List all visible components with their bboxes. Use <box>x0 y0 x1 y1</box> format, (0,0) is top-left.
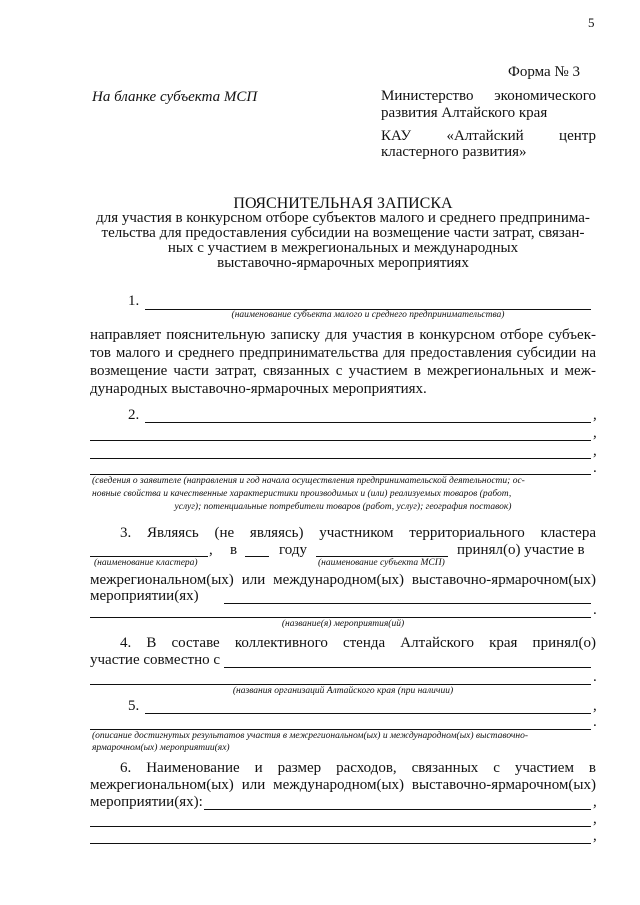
item3-godu: году <box>279 542 307 558</box>
subtitle-line-4: выставочно-ярмарочных мероприятиях <box>217 255 469 271</box>
blank-note: На бланке субъекта МСП <box>92 89 258 105</box>
item6-input-line-1 <box>204 809 591 810</box>
item2-caption-line-2: новные свойства и качественные характеристики производимых и (или) реализуемых товаров (работ, <box>92 489 512 499</box>
item3-cluster-line <box>90 556 208 557</box>
item3-caption-event: (название(я) мероприятия(ий) <box>281 619 405 629</box>
item3-subject-line <box>316 556 448 557</box>
item2-input-line-1 <box>145 422 591 423</box>
item3-v: в <box>230 542 238 558</box>
item6-comma-3: , <box>593 828 597 844</box>
subtitle-line-1: для участия в конкурсном отборе субъектов малого и среднего предпринима- <box>96 210 590 226</box>
item2-number: 2. <box>128 407 140 423</box>
item2-caption-line-3: услуг); потенциальные потребители товаров (работ, услуг); география поставок) <box>174 502 512 512</box>
item3-caption-subject: (наименование субъекта МСП) <box>318 558 445 568</box>
item5-input-line-1 <box>145 713 591 714</box>
item2-caption-line-1: (сведения о заявителе (направления и год начала осуществления предпринимательской деятельности; ос- <box>92 476 525 486</box>
item1-text-line-1: направляет пояснительную записку для участия в конкурсном отборе субъек- <box>90 327 596 343</box>
item3-line-4: мероприятии(ях) <box>90 588 199 604</box>
item6-line-2: межрегиональном(ых) или международном(ых) выставочно-ярмарочном(ых) <box>90 777 596 793</box>
item4-line-2: участие совместно с <box>90 652 221 668</box>
addressee-ministry-line2: развития Алтайского края <box>381 105 548 121</box>
item5-number: 5. <box>128 698 140 714</box>
item1-text-line-2: тов малого и среднего предпринимательства для предоставления субсидии на <box>90 345 596 361</box>
item4-caption: (названия организаций Алтайского края (при наличии) <box>232 686 454 696</box>
item5-input-line-2 <box>90 729 591 730</box>
item2-input-line-3 <box>90 458 591 459</box>
item1-number: 1. <box>128 293 140 309</box>
item4-line-1: 4. В составе коллективного стенда Алтайского края принял(о) <box>120 635 596 651</box>
item3-event-line-1 <box>224 603 591 604</box>
document-title: ПОЯСНИТЕЛЬНАЯ ЗАПИСКА <box>233 195 453 212</box>
subtitle-line-2: тельства для предоставления субсидии на возмещение части затрат, связан- <box>101 225 585 241</box>
item2-input-line-4 <box>90 474 591 475</box>
item4-period: . <box>593 669 597 685</box>
item5-caption-line-1: (описание достигнутых результатов участия в межрегиональном(ых) и международном(ых) выставочно- <box>92 731 529 741</box>
item4-orgs-line-1 <box>224 667 591 668</box>
item3-year-line <box>245 556 269 557</box>
item5-caption-line-2: ярмарочном(ых) мероприятии(ях) <box>92 743 230 753</box>
addressee-kau-line1: КАУ «Алтайский центр <box>381 128 596 144</box>
item3-prinyal: принял(о) участие в <box>457 542 585 558</box>
item2-input-line-2 <box>90 440 591 441</box>
item2-comma-2: , <box>593 425 597 441</box>
item6-input-line-2 <box>90 826 591 827</box>
item1-text-line-3: возмещение части затрат, связанных с участием в межрегиональных и меж- <box>90 363 596 379</box>
item4-orgs-line-2 <box>90 684 591 685</box>
item6-comma-2: , <box>593 811 597 827</box>
item6-input-line-3 <box>90 843 591 844</box>
form-label: Форма № 3 <box>508 64 580 80</box>
item1-text-line-4: дународных выставочно-ярмарочных мероприятиях. <box>90 381 427 397</box>
item2-comma-1: , <box>593 407 597 423</box>
item6-comma-1: , <box>593 794 597 810</box>
item5-period: . <box>593 714 597 730</box>
item6-line-1: 6. Наименование и размер расходов, связанных с участием в <box>120 760 596 776</box>
subtitle-line-3: ных с участием в межрегиональных и международных <box>167 240 519 256</box>
item3-period: . <box>593 602 597 618</box>
item6-line-3: мероприятии(ях): <box>90 794 203 810</box>
addressee-kau-line2: кластерного развития» <box>381 144 527 160</box>
item3-line-1: 3. Являясь (не являясь) участником территориального кластера <box>120 525 596 541</box>
item3-comma: , <box>209 542 213 558</box>
item3-event-line-2 <box>90 617 591 618</box>
page-number: 5 <box>588 15 595 30</box>
item3-caption-cluster: (наименование кластера) <box>94 558 198 568</box>
item1-caption: (наименование субъекта малого и среднего предпринимательства) <box>231 310 505 320</box>
item3-line-3: межрегиональном(ых) или международном(ых) выставочно-ярмарочном(ых) <box>90 572 596 588</box>
item2-period: . <box>593 460 597 476</box>
item2-comma-3: , <box>593 443 597 459</box>
addressee-ministry-line1: Министерство экономического <box>381 88 596 104</box>
item5-comma: , <box>593 698 597 714</box>
